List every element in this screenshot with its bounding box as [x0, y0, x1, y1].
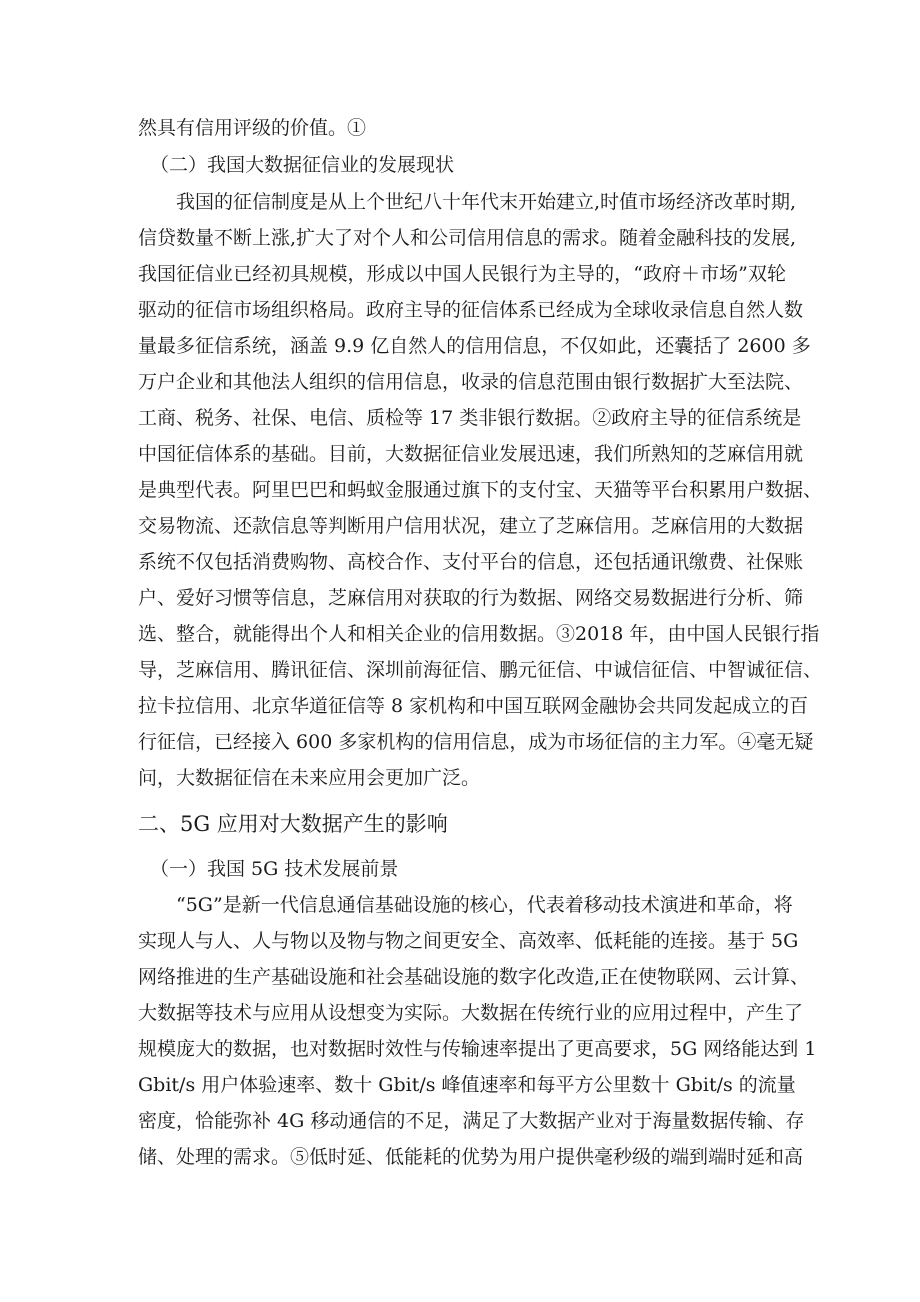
- text-line: 密度，恰能弥补 4G 移动通信的不足，满足了大数据产业对于海量数据传输、存: [138, 1110, 805, 1132]
- text-line: 实现人与人、人与物以及物与物之间更安全、高效率、低耗能的连接。基于 5G: [138, 930, 799, 952]
- text-line: 网络推进的生产基础设施和社会基础设施的数字化改造,正在使物联网、云计算、: [138, 966, 810, 988]
- text-line: 行征信，已经接入 600 多家机构的信用信息，成为市场征信的主力军。④毫无疑: [138, 731, 814, 753]
- text-line: “5G”是新一代信息通信基础设施的核心，代表着移动技术演进和革命，将: [176, 894, 793, 916]
- text-line: 问，大数据征信在未来应用会更加广泛。: [138, 767, 481, 789]
- text-line: 拉卡拉信用、北京华道征信等 8 家机构和中国互联网金融协会共同发起成立的百: [138, 695, 809, 717]
- text-line: 驱动的征信市场组织格局。政府主导的征信体系已经成为全球收录信息自然人数: [138, 299, 804, 321]
- section-heading: （二）我国大数据征信业的发展现状: [150, 154, 455, 176]
- text-line: 系统不仅包括消费购物、高校合作、支付平台的信息，还包括通讯缴费、社保账: [138, 551, 804, 573]
- text-line: 储、处理的需求。⑤低时延、低能耗的优势为用户提供毫秒级的端到端时延和高: [138, 1146, 804, 1168]
- text-line: 选、整合，就能得出个人和相关企业的信用数据。③2018 年，由中国人民银行指: [138, 623, 820, 645]
- text-line: 中国征信体系的基础。目前，大数据征信业发展迅速，我们所熟知的芝麻信用就: [138, 443, 804, 465]
- text-line: 导，芝麻信用、腾讯征信、深圳前海征信、鹏元征信、中诚信征信、中智诚征信、: [138, 659, 823, 681]
- text-line: 工商、税务、社保、电信、质检等 17 类非银行数据。②政府主导的征信系统是: [138, 407, 802, 429]
- text-line: Gbit/s 用户体验速率、数十 Gbit/s 峰值速率和每平方公里数十 Gbit/s 的流量: [138, 1074, 796, 1096]
- text-line: 万户企业和其他法人组织的信用信息，收录的信息范围由银行数据扩大至法院、: [138, 371, 804, 393]
- section-heading: （一）我国 5G 技术发展前景: [150, 858, 399, 880]
- text-line: 我国征信业已经初具规模，形成以中国人民银行为主导的，“政府＋市场”双轮: [138, 263, 786, 285]
- text-line: 户、爱好习惯等信息，芝麻信用对获取的行为数据、网络交易数据进行分析、筛: [138, 587, 804, 609]
- text-line: 大数据等技术与应用从设想变为实际。大数据在传统行业的应用过程中，产生了: [138, 1002, 804, 1024]
- text-line: 然具有信用评级的价值。①: [138, 117, 367, 139]
- text-line: 信贷数量不断上涨,扩大了对个人和公司信用信息的需求。随着金融科技的发展,: [138, 227, 797, 249]
- text-line: 交易物流、还款信息等判断用户信用状况，建立了芝麻信用。芝麻信用的大数据: [138, 515, 804, 537]
- text-line: 规模庞大的数据，也对数据时效性与传输速率提出了更高要求，5G 网络能达到 1: [138, 1038, 817, 1060]
- text-line: 我国的征信制度是从上个世纪八十年代末开始建立,时值市场经济改革时期,: [176, 191, 797, 213]
- text-line: 量最多征信系统，涵盖 9.9 亿自然人的信用信息，不仅如此，还囊括了 2600 多: [138, 335, 811, 357]
- text-line: 是典型代表。阿里巴巴和蚂蚁金服通过旗下的支付宝、天猫等平台积累用户数据、: [138, 479, 823, 501]
- chapter-heading: 二、5G 应用对大数据产生的影响: [138, 812, 448, 836]
